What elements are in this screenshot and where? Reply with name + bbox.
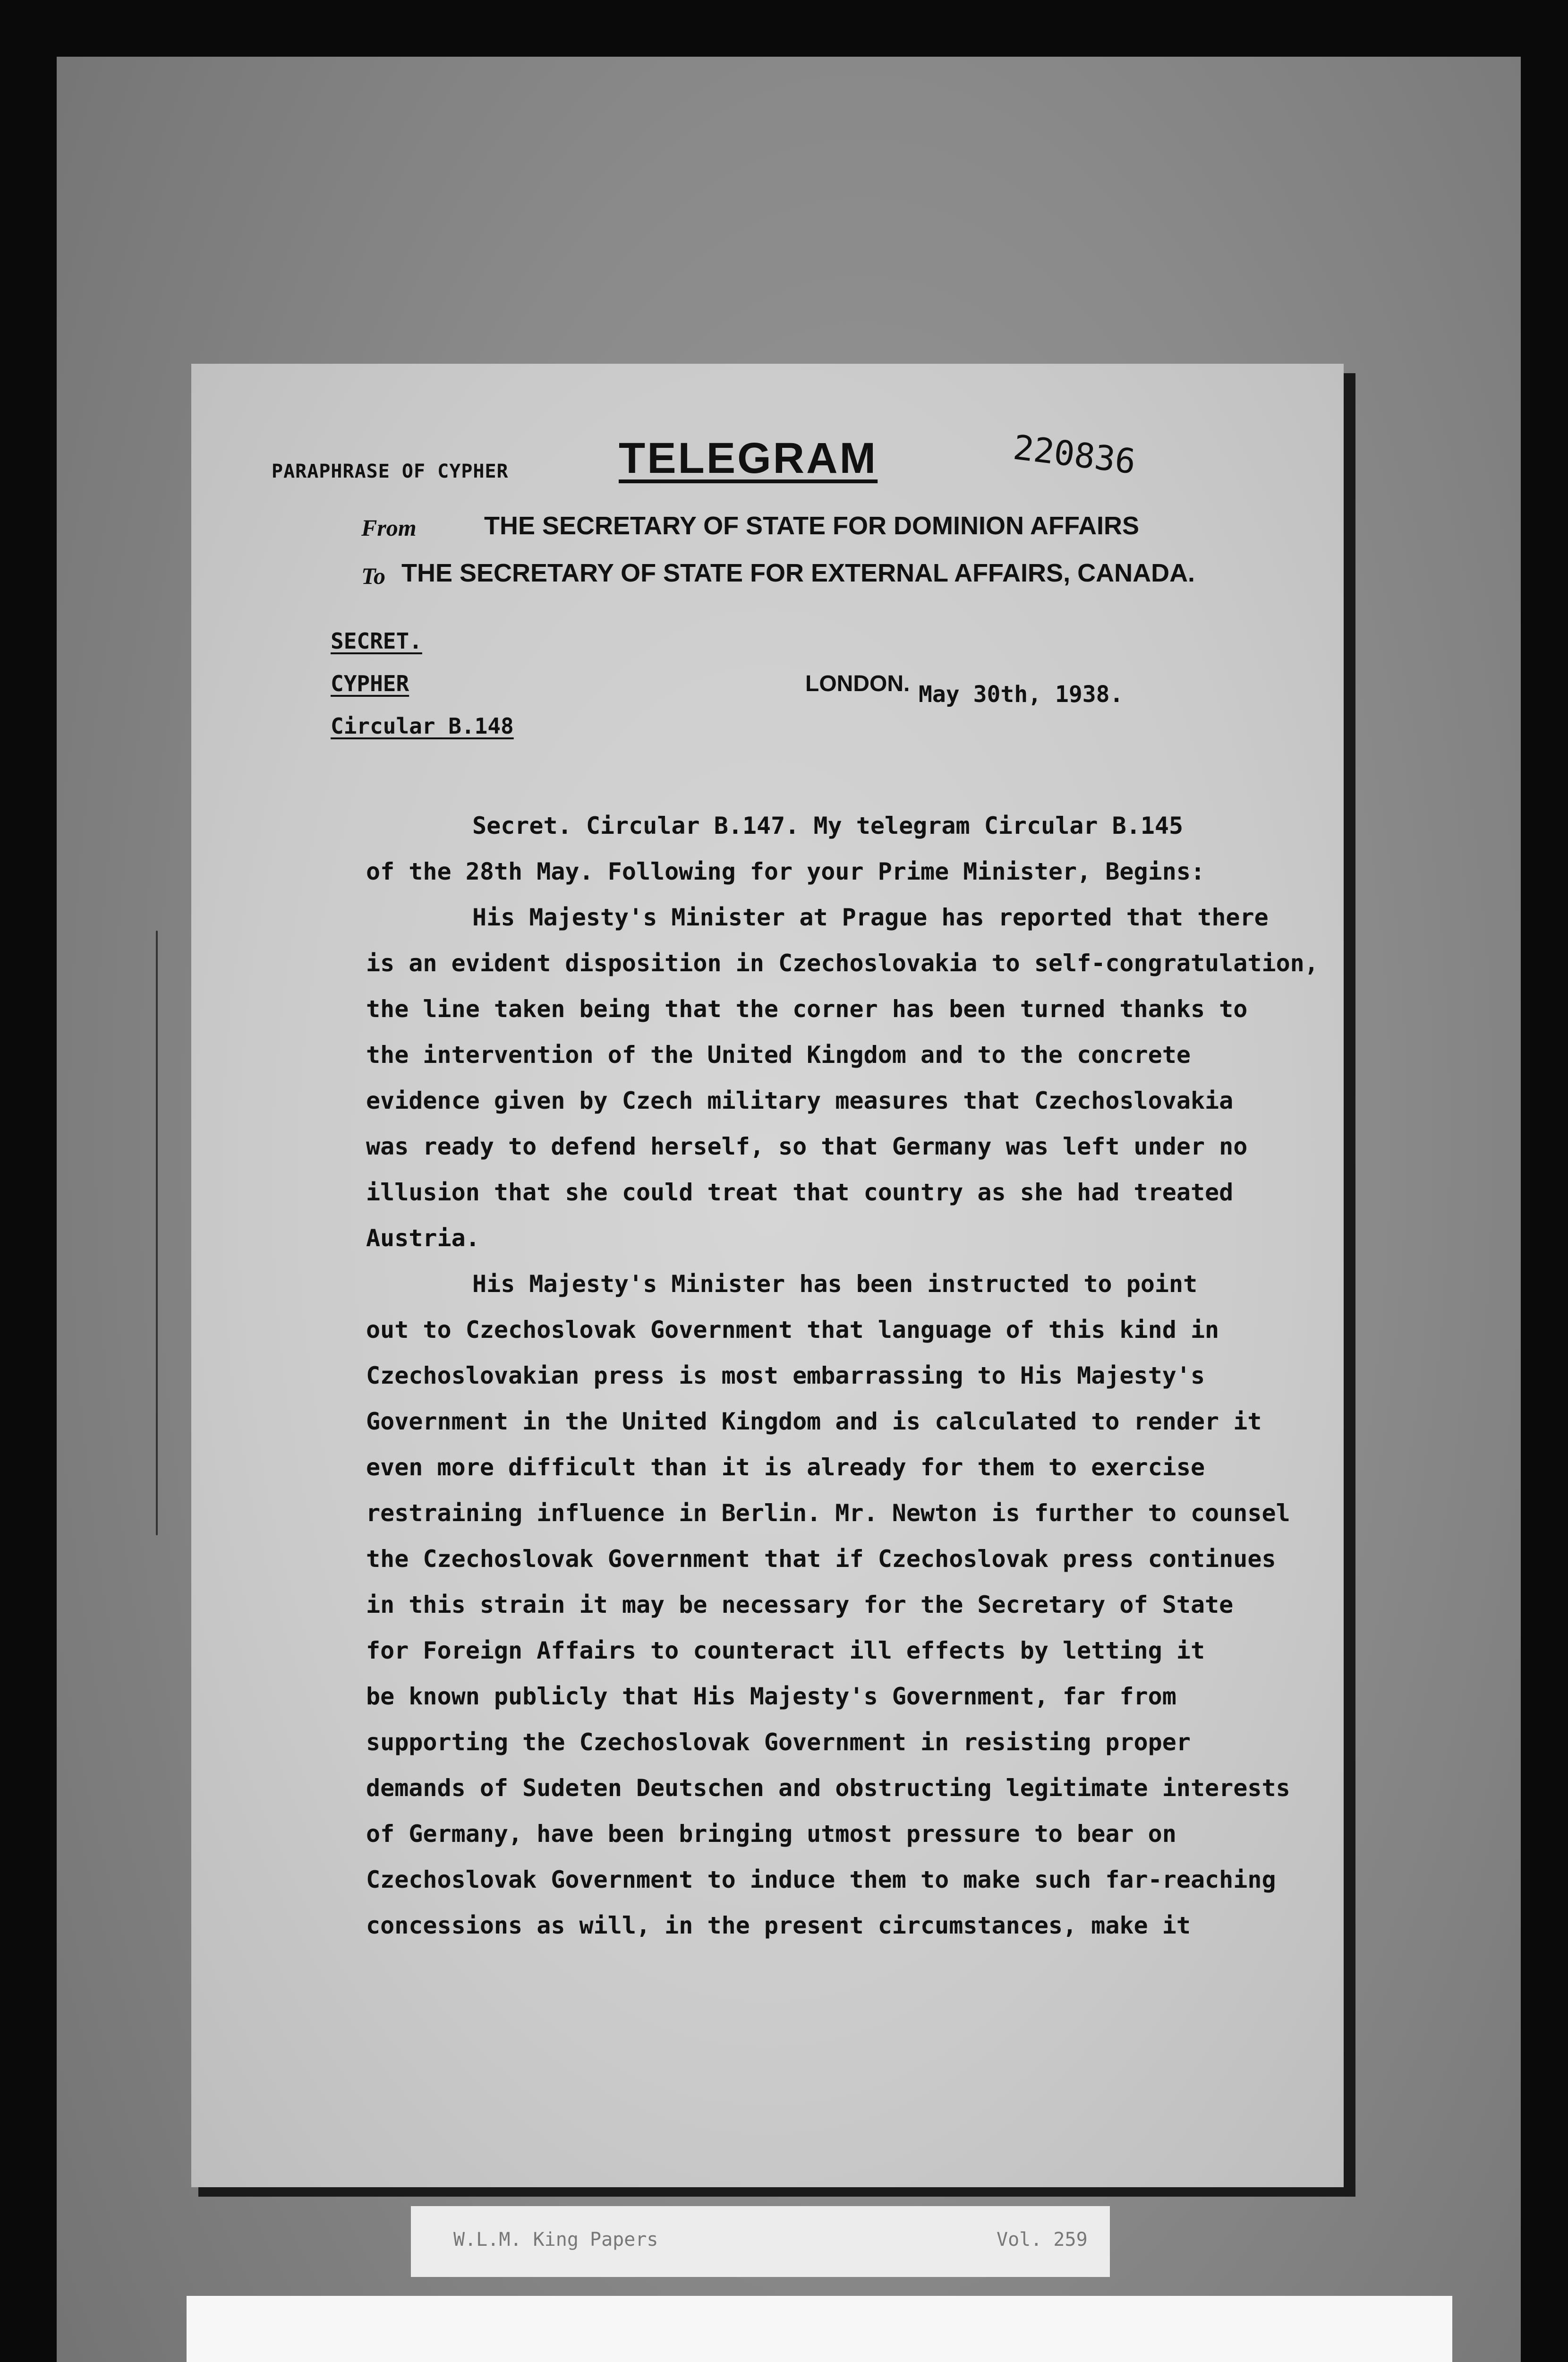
body-line: Austria. [366,1224,480,1252]
body-line: concessions as will, in the present circumstances, make it [366,1912,1191,1939]
date: May 30th, 1938. [919,681,1124,708]
message-body [366,803,1325,1949]
body-line: even more difficult than it is already for them to exercise [366,1454,1205,1481]
body-line: of Germany, have been bringing utmost pressure to bear on [366,1820,1176,1848]
body-line: the line taken being that the corner has been turned thanks to [366,995,1248,1023]
body-line: of the 28th May. Following for your Prime Minister, Begins: [366,858,1205,885]
body-line: supporting the Czechoslovak Government in resisting proper [366,1729,1191,1756]
body-line: be known publicly that His Majesty's Government, far from [366,1683,1176,1710]
to-value: THE SECRETARY OF STATE FOR EXTERNAL AFFAIRS, CANADA. [401,559,1195,587]
circular-number: Circular B.148 [331,713,514,739]
body-line: Government in the United Kingdom and is calculated to render it [366,1408,1262,1435]
manuscript-number: 220836 [1011,427,1138,482]
body-line: the Czechoslovak Government that if Czechoslovak press continues [366,1545,1276,1573]
location: LONDON. [805,671,910,696]
body-line: evidence given by Czech military measures that Czechoslovakia [366,1087,1234,1114]
body-line: out to Czechoslovak Government that language of this kind in [366,1316,1219,1344]
document-title: TELEGRAM [619,434,878,482]
body-line: was ready to defend herself, so that Germany was left under no [366,1133,1248,1160]
body-line: demands of Sudeten Deutschen and obstructing legitimate interests [366,1774,1290,1802]
classification-cypher: CYPHER [331,671,409,696]
body-line: in this strain it may be necessary for the Secretary of State [366,1591,1234,1618]
marginal-label: PARAPHRASE OF CYPHER [272,461,509,482]
body-line: His Majesty's Minister has been instructed to point [472,1270,1198,1298]
body-line: Czechoslovakian press is most embarrassing to His Majesty's [366,1362,1205,1389]
archive-stamp-card [187,2296,1452,2362]
to-label: To [361,563,385,589]
telegram-page [191,364,1344,2187]
margin-bracket-mark [156,931,158,1535]
classification-secret: SECRET. [331,628,422,654]
body-line: restraining influence in Berlin. Mr. Newton is further to counsel [366,1499,1290,1527]
body-line: the intervention of the United Kingdom and to the concrete [366,1041,1191,1069]
from-label: From [361,514,417,541]
body-line: His Majesty's Minister at Prague has reported that there [472,904,1269,931]
body-line: illusion that she could treat that country as she had treated [366,1179,1234,1206]
volume-label: Vol. 259 [997,2229,1088,2251]
papers-label: W.L.M. King Papers [453,2229,658,2251]
archive-reference-strip [411,2206,1110,2277]
body-line: Czechoslovak Government to induce them to make such far-reaching [366,1866,1276,1893]
body-line: for Foreign Affairs to counteract ill effects by letting it [366,1637,1205,1664]
from-value: THE SECRETARY OF STATE FOR DOMINION AFFAIRS [484,512,1140,540]
body-line: Secret. Circular B.147. My telegram Circular B.145 [472,812,1184,839]
body-line: is an evident disposition in Czechoslovakia to self-congratulation, [366,950,1319,977]
